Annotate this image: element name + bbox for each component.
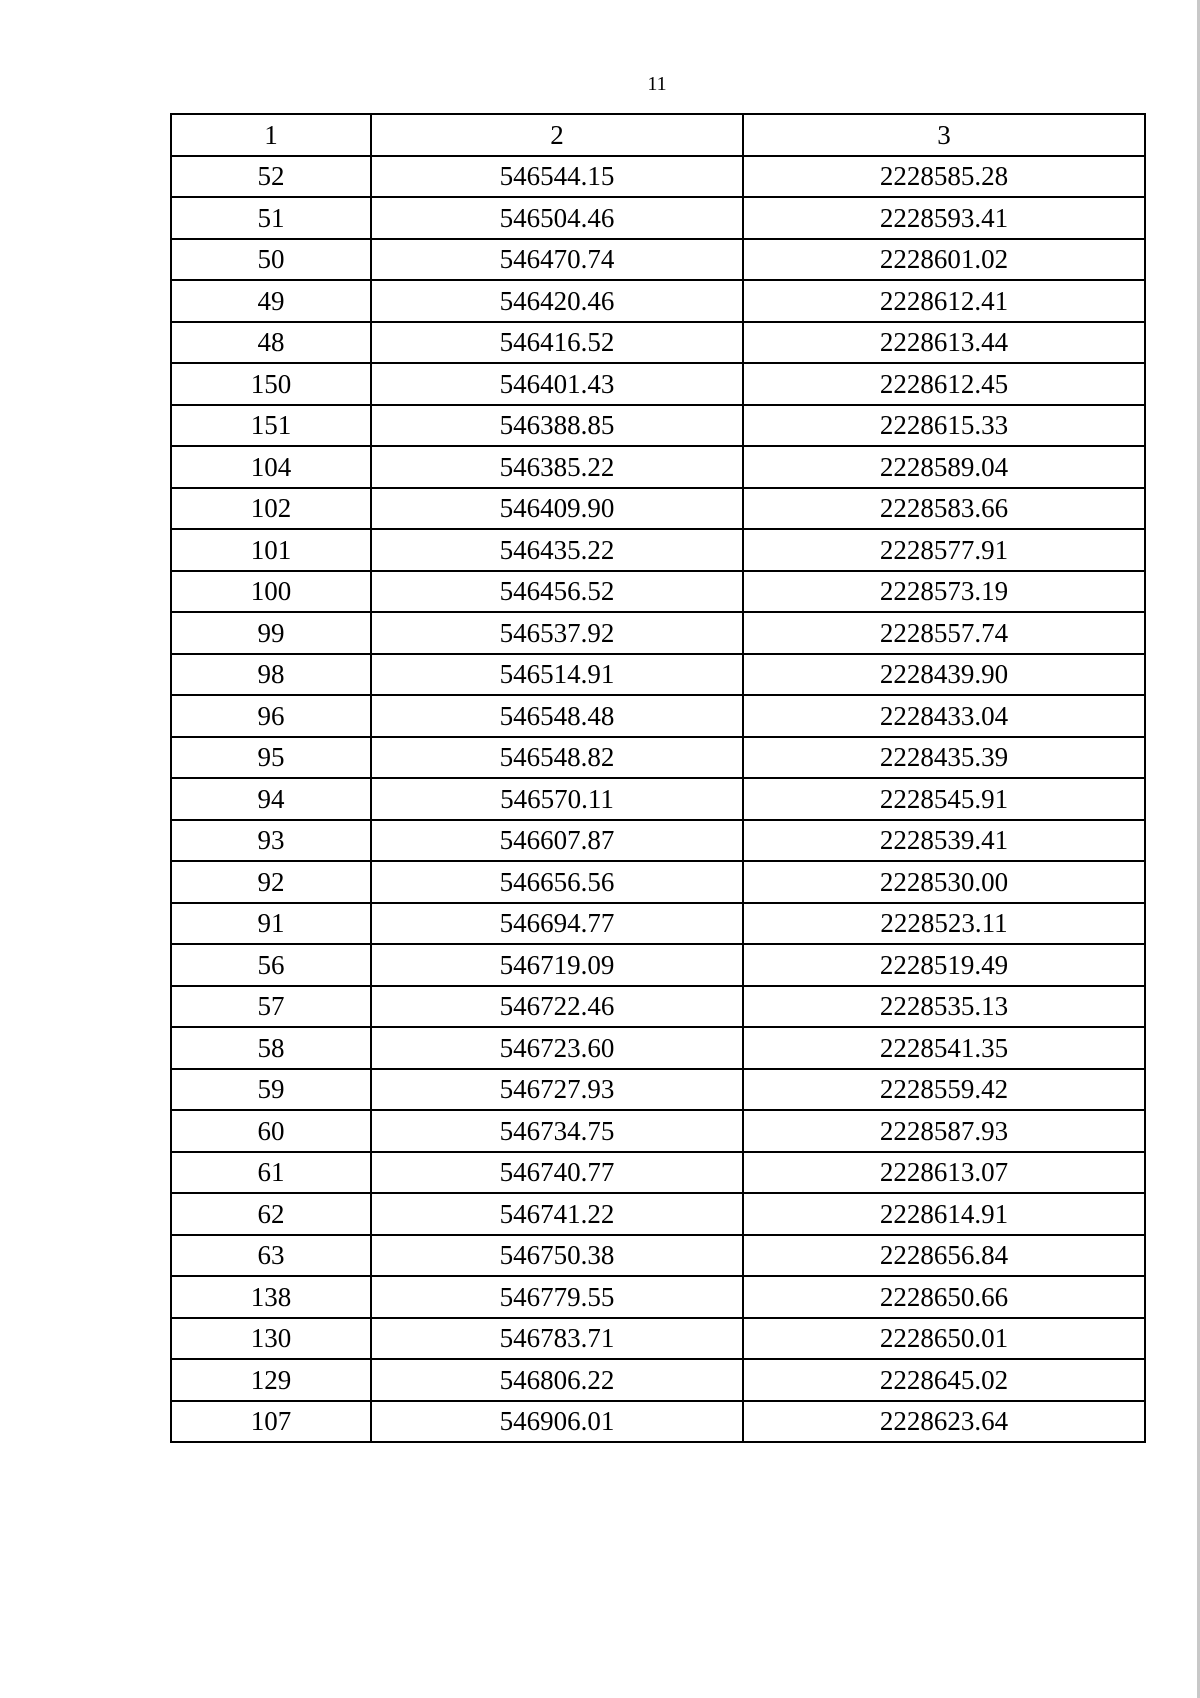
cell-point-number: 50 xyxy=(171,239,371,281)
table-row xyxy=(171,156,1145,198)
cell-point-number: 63 xyxy=(171,1235,371,1277)
cell-x-coordinate: 546385.22 xyxy=(371,446,743,488)
table-row xyxy=(171,778,1145,820)
table-row xyxy=(171,820,1145,862)
cell-point-number: 151 xyxy=(171,405,371,447)
cell-x-coordinate: 546514.91 xyxy=(371,654,743,696)
cell-x-coordinate: 546504.46 xyxy=(371,197,743,239)
cell-point-number: 61 xyxy=(171,1152,371,1194)
table-row xyxy=(171,1152,1145,1194)
cell-point-number: 51 xyxy=(171,197,371,239)
cell-y-coordinate: 2228650.66 xyxy=(743,1276,1145,1318)
cell-point-number: 98 xyxy=(171,654,371,696)
cell-point-number: 56 xyxy=(171,944,371,986)
cell-x-coordinate: 546750.38 xyxy=(371,1235,743,1277)
table-row xyxy=(171,861,1145,903)
cell-point-number: 93 xyxy=(171,820,371,862)
cell-y-coordinate: 2228623.64 xyxy=(743,1401,1145,1443)
cell-x-coordinate: 546727.93 xyxy=(371,1069,743,1111)
cell-y-coordinate: 2228601.02 xyxy=(743,239,1145,281)
table-row xyxy=(171,1069,1145,1111)
table-row xyxy=(171,529,1145,571)
table-row xyxy=(171,654,1145,696)
cell-y-coordinate: 2228612.41 xyxy=(743,280,1145,322)
cell-x-coordinate: 546570.11 xyxy=(371,778,743,820)
cell-x-coordinate: 546719.09 xyxy=(371,944,743,986)
cell-point-number: 130 xyxy=(171,1318,371,1360)
table-row xyxy=(171,986,1145,1028)
cell-x-coordinate: 546906.01 xyxy=(371,1401,743,1443)
table-row xyxy=(171,1359,1145,1401)
cell-point-number: 62 xyxy=(171,1193,371,1235)
cell-x-coordinate: 546401.43 xyxy=(371,363,743,405)
table-row xyxy=(171,571,1145,613)
table-row xyxy=(171,737,1145,779)
cell-y-coordinate: 2228656.84 xyxy=(743,1235,1145,1277)
cell-y-coordinate: 2228613.44 xyxy=(743,322,1145,364)
table-row xyxy=(171,239,1145,281)
cell-y-coordinate: 2228593.41 xyxy=(743,197,1145,239)
cell-y-coordinate: 2228541.35 xyxy=(743,1027,1145,1069)
cell-y-coordinate: 2228615.33 xyxy=(743,405,1145,447)
cell-y-coordinate: 2228589.04 xyxy=(743,446,1145,488)
table-row xyxy=(171,903,1145,945)
cell-y-coordinate: 2228523.11 xyxy=(743,903,1145,945)
cell-x-coordinate: 546806.22 xyxy=(371,1359,743,1401)
table-row xyxy=(171,1235,1145,1277)
cell-point-number: 100 xyxy=(171,571,371,613)
table-row xyxy=(171,197,1145,239)
cell-point-number: 102 xyxy=(171,488,371,530)
cell-point-number: 60 xyxy=(171,1110,371,1152)
cell-y-coordinate: 2228613.07 xyxy=(743,1152,1145,1194)
cell-point-number: 57 xyxy=(171,986,371,1028)
page-number: 11 xyxy=(647,73,667,95)
cell-point-number: 104 xyxy=(171,446,371,488)
cell-x-coordinate: 546544.15 xyxy=(371,156,743,198)
cell-point-number: 59 xyxy=(171,1069,371,1111)
cell-x-coordinate: 546548.82 xyxy=(371,737,743,779)
cell-x-coordinate: 546537.92 xyxy=(371,612,743,654)
cell-point-number: 99 xyxy=(171,612,371,654)
table-header-row xyxy=(171,114,1145,156)
table-row xyxy=(171,363,1145,405)
cell-x-coordinate: 546388.85 xyxy=(371,405,743,447)
table-row xyxy=(171,1318,1145,1360)
cell-x-coordinate: 546656.56 xyxy=(371,861,743,903)
cell-x-coordinate: 546783.71 xyxy=(371,1318,743,1360)
cell-point-number: 91 xyxy=(171,903,371,945)
table-row xyxy=(171,488,1145,530)
cell-y-coordinate: 2228435.39 xyxy=(743,737,1145,779)
cell-x-coordinate: 546779.55 xyxy=(371,1276,743,1318)
table-row xyxy=(171,280,1145,322)
cell-y-coordinate: 2228545.91 xyxy=(743,778,1145,820)
cell-x-coordinate: 546694.77 xyxy=(371,903,743,945)
cell-point-number: 52 xyxy=(171,156,371,198)
cell-y-coordinate: 2228519.49 xyxy=(743,944,1145,986)
table-row xyxy=(171,1193,1145,1235)
cell-y-coordinate: 2228645.02 xyxy=(743,1359,1145,1401)
cell-y-coordinate: 2228614.91 xyxy=(743,1193,1145,1235)
cell-y-coordinate: 2228559.42 xyxy=(743,1069,1145,1111)
cell-x-coordinate: 546734.75 xyxy=(371,1110,743,1152)
cell-point-number: 49 xyxy=(171,280,371,322)
table-row xyxy=(171,1110,1145,1152)
cell-y-coordinate: 2228433.04 xyxy=(743,695,1145,737)
cell-point-number: 150 xyxy=(171,363,371,405)
cell-x-coordinate: 546740.77 xyxy=(371,1152,743,1194)
cell-point-number: 138 xyxy=(171,1276,371,1318)
cell-point-number: 92 xyxy=(171,861,371,903)
cell-x-coordinate: 546435.22 xyxy=(371,529,743,571)
header-cell-y: 3 xyxy=(743,114,1145,156)
cell-x-coordinate: 546416.52 xyxy=(371,322,743,364)
cell-point-number: 101 xyxy=(171,529,371,571)
coordinates-table xyxy=(170,113,1146,1443)
table-row xyxy=(171,1401,1145,1443)
cell-x-coordinate: 546723.60 xyxy=(371,1027,743,1069)
cell-x-coordinate: 546409.90 xyxy=(371,488,743,530)
cell-y-coordinate: 2228530.00 xyxy=(743,861,1145,903)
cell-x-coordinate: 546741.22 xyxy=(371,1193,743,1235)
cell-x-coordinate: 546607.87 xyxy=(371,820,743,862)
cell-x-coordinate: 546470.74 xyxy=(371,239,743,281)
table-row xyxy=(171,322,1145,364)
table-row xyxy=(171,1027,1145,1069)
table-row xyxy=(171,446,1145,488)
cell-x-coordinate: 546420.46 xyxy=(371,280,743,322)
cell-y-coordinate: 2228577.91 xyxy=(743,529,1145,571)
header-cell-point: 1 xyxy=(171,114,371,156)
cell-y-coordinate: 2228557.74 xyxy=(743,612,1145,654)
cell-y-coordinate: 2228585.28 xyxy=(743,156,1145,198)
table-row xyxy=(171,612,1145,654)
cell-y-coordinate: 2228535.13 xyxy=(743,986,1145,1028)
cell-point-number: 94 xyxy=(171,778,371,820)
cell-y-coordinate: 2228439.90 xyxy=(743,654,1145,696)
table-row xyxy=(171,695,1145,737)
table-row xyxy=(171,1276,1145,1318)
table-row xyxy=(171,944,1145,986)
cell-point-number: 95 xyxy=(171,737,371,779)
cell-y-coordinate: 2228587.93 xyxy=(743,1110,1145,1152)
header-cell-x: 2 xyxy=(371,114,743,156)
cell-y-coordinate: 2228650.01 xyxy=(743,1318,1145,1360)
cell-y-coordinate: 2228583.66 xyxy=(743,488,1145,530)
cell-point-number: 48 xyxy=(171,322,371,364)
cell-y-coordinate: 2228612.45 xyxy=(743,363,1145,405)
cell-y-coordinate: 2228539.41 xyxy=(743,820,1145,862)
table-body xyxy=(171,114,1145,1442)
cell-x-coordinate: 546722.46 xyxy=(371,986,743,1028)
cell-point-number: 129 xyxy=(171,1359,371,1401)
table-row xyxy=(171,405,1145,447)
cell-point-number: 96 xyxy=(171,695,371,737)
cell-point-number: 58 xyxy=(171,1027,371,1069)
cell-x-coordinate: 546548.48 xyxy=(371,695,743,737)
cell-x-coordinate: 546456.52 xyxy=(371,571,743,613)
cell-y-coordinate: 2228573.19 xyxy=(743,571,1145,613)
cell-point-number: 107 xyxy=(171,1401,371,1443)
